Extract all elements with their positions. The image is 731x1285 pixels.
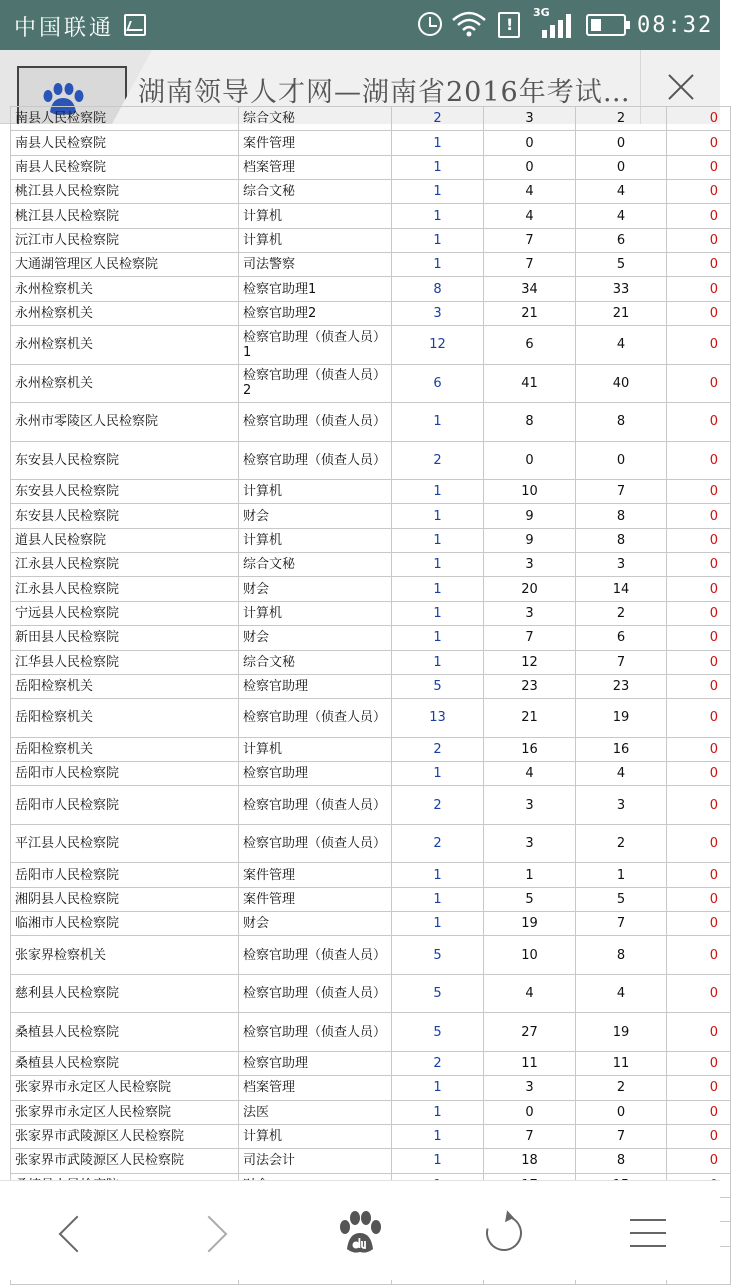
table-cell: 张家界市永定区人民检察院 (11, 1076, 239, 1100)
table-cell: 13 (392, 699, 484, 738)
table-row (11, 650, 731, 674)
table-cell: 综合文秘 (239, 180, 392, 204)
table-cell: 3 (484, 786, 576, 825)
table-cell: 永州检察机关 (11, 301, 239, 325)
table-cell: 9 (484, 504, 576, 528)
table-cell: 宁远县人民检察院 (11, 601, 239, 625)
table-cell: 3 (484, 1076, 576, 1100)
table-cell: 0 (667, 1124, 731, 1148)
table-cell: 2 (392, 107, 484, 131)
table-cell: 0 (484, 1100, 576, 1124)
table-cell: 1 (392, 601, 484, 625)
table-cell: 江永县人民检察院 (11, 553, 239, 577)
table-cell: 8 (576, 403, 667, 442)
table-cell: 1 (392, 887, 484, 911)
signal-strength-icon (538, 14, 574, 38)
table-cell: 10 (484, 936, 576, 975)
table-cell: 8 (576, 936, 667, 975)
table-cell: 0 (667, 364, 731, 403)
table-cell: 0 (484, 155, 576, 179)
table-cell: 0 (667, 762, 731, 786)
table-cell: 1 (484, 863, 576, 887)
table-cell: 计算机 (239, 601, 392, 625)
table-row (11, 277, 731, 301)
table-cell: 4 (484, 762, 576, 786)
table-cell: 0 (576, 1100, 667, 1124)
table-row (11, 577, 731, 601)
table-cell: 4 (576, 974, 667, 1013)
table-cell: 5 (392, 1013, 484, 1052)
table-cell: 计算机 (239, 204, 392, 228)
table-cell: 慈利县人民检察院 (11, 974, 239, 1013)
table-row (11, 107, 731, 131)
table-row (11, 601, 731, 625)
table-cell: 0 (667, 504, 731, 528)
table-cell: 司法会计 (239, 1149, 392, 1173)
table-cell: 财会 (239, 626, 392, 650)
web-content[interactable] (0, 111, 720, 1180)
table-cell: 6 (576, 228, 667, 252)
table-cell: 7 (576, 1124, 667, 1148)
refresh-button[interactable] (474, 1203, 534, 1263)
table-cell: 1 (392, 180, 484, 204)
table-cell: 计算机 (239, 228, 392, 252)
table-cell: 东安县人民检察院 (11, 480, 239, 504)
table-cell: 0 (667, 403, 731, 442)
table-cell: 18 (484, 1149, 576, 1173)
table-cell: 新田县人民检察院 (11, 626, 239, 650)
table-cell: 41 (484, 364, 576, 403)
table-cell: 2 (392, 1051, 484, 1075)
table-cell: 桃江县人民检察院 (11, 180, 239, 204)
table-row (11, 699, 731, 738)
menu-icon (630, 1219, 666, 1221)
results-table-wrapper (10, 106, 730, 1285)
table-cell: 21 (576, 301, 667, 325)
table-cell: 5 (576, 887, 667, 911)
table-cell: 0 (667, 1076, 731, 1100)
table-cell: 0 (667, 180, 731, 204)
table-cell: 2 (576, 601, 667, 625)
table-cell: 0 (667, 277, 731, 301)
table-cell: 14 (576, 577, 667, 601)
table-cell: 0 (667, 674, 731, 698)
table-cell: 0 (484, 131, 576, 155)
table-row (11, 1076, 731, 1100)
table-cell: 23 (484, 674, 576, 698)
table-cell: 0 (667, 1051, 731, 1075)
table-cell: 道县人民检察院 (11, 528, 239, 552)
table-cell: 6 (484, 326, 576, 365)
baidu-home-button[interactable] (330, 1203, 390, 1263)
table-cell: 0 (667, 528, 731, 552)
table-cell: 东安县人民检察院 (11, 504, 239, 528)
gallery-notification-icon (124, 14, 146, 36)
table-cell: 1 (392, 762, 484, 786)
table-cell: 0 (576, 441, 667, 480)
table-cell: 10 (484, 480, 576, 504)
table-cell: 4 (576, 326, 667, 365)
table-cell: 7 (484, 253, 576, 277)
table-cell: 0 (667, 1100, 731, 1124)
table-cell: 1 (392, 155, 484, 179)
table-row (11, 936, 731, 975)
table-row (11, 1124, 731, 1148)
table-cell: 0 (667, 824, 731, 863)
table-cell: 0 (667, 887, 731, 911)
table-row (11, 480, 731, 504)
table-cell: 0 (667, 1149, 731, 1173)
table-cell: 财会 (239, 577, 392, 601)
table-cell: 张家界市武陵源区人民检察院 (11, 1124, 239, 1148)
table-row (11, 301, 731, 325)
table-row (11, 1051, 731, 1075)
status-bar (0, 0, 720, 50)
results-table (10, 106, 731, 1285)
table-row (11, 674, 731, 698)
table-row (11, 441, 731, 480)
table-cell: 3 (484, 107, 576, 131)
table-cell: 19 (576, 1013, 667, 1052)
table-cell: 0 (667, 301, 731, 325)
table-cell: 检察官助理（侦查人员） (239, 441, 392, 480)
table-cell: 湘阴县人民检察院 (11, 887, 239, 911)
table-cell: 7 (484, 626, 576, 650)
table-cell: 5 (392, 936, 484, 975)
table-cell: 财会 (239, 504, 392, 528)
table-cell: 8 (576, 1149, 667, 1173)
table-cell: 计算机 (239, 737, 392, 761)
table-cell: 0 (667, 107, 731, 131)
table-cell: 平江县人民检察院 (11, 824, 239, 863)
back-icon (59, 1216, 96, 1253)
table-cell: 岳阳检察机关 (11, 699, 239, 738)
battery-icon (586, 14, 626, 36)
menu-button[interactable] (618, 1203, 678, 1263)
table-row (11, 504, 731, 528)
forward-button[interactable] (186, 1203, 246, 1263)
table-row (11, 626, 731, 650)
table-cell: 0 (667, 912, 731, 936)
table-cell: 检察官助理（侦查人员） (239, 974, 392, 1013)
table-row (11, 824, 731, 863)
table-cell: 0 (667, 863, 731, 887)
table-cell: 2 (576, 824, 667, 863)
back-button[interactable] (42, 1203, 102, 1263)
table-cell: 1 (576, 863, 667, 887)
table-cell: 1 (392, 1076, 484, 1100)
table-cell: 检察官助理（侦查人员） (239, 403, 392, 442)
table-cell: 永州检察机关 (11, 364, 239, 403)
browser-bottom-nav (0, 1180, 720, 1280)
table-row (11, 863, 731, 887)
table-cell: 4 (484, 204, 576, 228)
table-cell: 司法警察 (239, 253, 392, 277)
table-cell: 岳阳检察机关 (11, 674, 239, 698)
table-cell: 0 (667, 786, 731, 825)
table-cell: 0 (667, 577, 731, 601)
table-cell: 0 (667, 253, 731, 277)
table-cell: 检察官助理 (239, 1051, 392, 1075)
table-cell: 综合文秘 (239, 553, 392, 577)
table-row (11, 1100, 731, 1124)
table-cell: 7 (576, 650, 667, 674)
table-row (11, 204, 731, 228)
table-cell: 6 (392, 364, 484, 403)
table-cell: 张家界检察机关 (11, 936, 239, 975)
table-cell: 东安县人民检察院 (11, 441, 239, 480)
table-cell: 4 (484, 180, 576, 204)
table-cell: 7 (576, 912, 667, 936)
table-cell: 江华县人民检察院 (11, 650, 239, 674)
table-cell: 1 (392, 403, 484, 442)
table-cell: 案件管理 (239, 131, 392, 155)
table-cell: 4 (576, 204, 667, 228)
table-cell: 1 (392, 131, 484, 155)
table-cell: 临湘市人民检察院 (11, 912, 239, 936)
table-row (11, 155, 731, 179)
table-row (11, 180, 731, 204)
table-cell: 检察官助理（侦查人员） (239, 824, 392, 863)
wifi-icon (451, 10, 487, 38)
table-cell: 大通湖管理区人民检察院 (11, 253, 239, 277)
table-cell: 6 (576, 626, 667, 650)
table-cell: 法医 (239, 1100, 392, 1124)
table-cell: 4 (576, 762, 667, 786)
table-cell: 0 (667, 480, 731, 504)
table-row (11, 403, 731, 442)
table-cell: 张家界市永定区人民检察院 (11, 1100, 239, 1124)
table-cell: 16 (576, 737, 667, 761)
table-cell: 岳阳检察机关 (11, 737, 239, 761)
table-row (11, 974, 731, 1013)
table-cell: 19 (576, 699, 667, 738)
refresh-icon (479, 1208, 528, 1257)
table-cell: 财会 (239, 912, 392, 936)
table-cell: 档案管理 (239, 155, 392, 179)
table-row (11, 737, 731, 761)
table-cell: 34 (484, 277, 576, 301)
table-cell: 1 (392, 1149, 484, 1173)
table-cell: 综合文秘 (239, 650, 392, 674)
table-cell: 1 (392, 626, 484, 650)
table-cell: 0 (667, 441, 731, 480)
sim-alert-icon (498, 12, 520, 38)
table-cell: 3 (576, 786, 667, 825)
table-row (11, 528, 731, 552)
table-cell: 案件管理 (239, 863, 392, 887)
table-cell: 7 (484, 1124, 576, 1148)
table-row (11, 326, 731, 365)
table-cell: 江永县人民检察院 (11, 577, 239, 601)
table-cell: 计算机 (239, 1124, 392, 1148)
table-cell: 4 (576, 180, 667, 204)
table-cell: 16 (484, 737, 576, 761)
table-cell: 桑植县人民检察院 (11, 1051, 239, 1075)
table-cell: 1 (392, 863, 484, 887)
table-row (11, 364, 731, 403)
table-cell: 1 (392, 504, 484, 528)
table-cell: 2 (576, 107, 667, 131)
table-cell: 1 (392, 912, 484, 936)
table-cell: 综合文秘 (239, 107, 392, 131)
table-cell: 21 (484, 699, 576, 738)
table-cell: 23 (576, 674, 667, 698)
table-cell: 1 (392, 228, 484, 252)
table-cell: 沅江市人民检察院 (11, 228, 239, 252)
table-cell: 21 (484, 301, 576, 325)
table-cell: 20 (484, 577, 576, 601)
table-cell: 2 (392, 441, 484, 480)
table-cell: 19 (484, 912, 576, 936)
results-table-body (11, 107, 731, 1285)
table-cell: 5 (576, 253, 667, 277)
table-cell: 检察官助理（侦查人员） (239, 936, 392, 975)
table-cell: 3 (484, 601, 576, 625)
table-cell: 0 (667, 699, 731, 738)
table-cell: 11 (576, 1051, 667, 1075)
table-cell: 案件管理 (239, 887, 392, 911)
table-row (11, 912, 731, 936)
network-type-label: 3G (533, 6, 550, 19)
table-cell: 档案管理 (239, 1076, 392, 1100)
clock-label: 08:32 (637, 13, 714, 38)
table-cell: 检察官助理（侦查人员） (239, 1013, 392, 1052)
table-cell: 南县人民检察院 (11, 131, 239, 155)
table-cell: 1 (392, 480, 484, 504)
table-cell: 0 (667, 326, 731, 365)
table-cell: 永州检察机关 (11, 326, 239, 365)
table-cell: 7 (484, 228, 576, 252)
table-cell: 0 (667, 1013, 731, 1052)
table-cell: 3 (576, 553, 667, 577)
table-cell: 0 (667, 204, 731, 228)
table-cell: 1 (392, 253, 484, 277)
table-cell: 1 (392, 553, 484, 577)
table-cell: 检察官助理 (239, 762, 392, 786)
table-cell: 1 (392, 1124, 484, 1148)
table-row (11, 228, 731, 252)
table-cell: 桃江县人民检察院 (11, 204, 239, 228)
table-cell: 检察官助理（侦查人员）1 (239, 326, 392, 365)
table-cell: 检察官助理（侦查人员） (239, 786, 392, 825)
table-cell: 岳阳市人民检察院 (11, 762, 239, 786)
table-cell: 张家界市武陵源区人民检察院 (11, 1149, 239, 1173)
table-cell: 4 (484, 974, 576, 1013)
table-cell: 8 (484, 403, 576, 442)
table-cell: 12 (392, 326, 484, 365)
table-cell: 11 (484, 1051, 576, 1075)
table-cell: 5 (392, 674, 484, 698)
table-row (11, 1013, 731, 1052)
table-row (11, 1149, 731, 1173)
table-cell: 检察官助理1 (239, 277, 392, 301)
table-row (11, 786, 731, 825)
table-cell: 0 (667, 131, 731, 155)
table-cell: 0 (667, 650, 731, 674)
alarm-icon (418, 12, 442, 36)
table-cell: 永州检察机关 (11, 277, 239, 301)
table-cell: 12 (484, 650, 576, 674)
table-cell: 1 (392, 528, 484, 552)
table-cell: 0 (576, 155, 667, 179)
table-cell: 检察官助理（侦查人员） (239, 699, 392, 738)
table-cell: 桑植县人民检察院 (11, 1013, 239, 1052)
table-cell: 0 (484, 441, 576, 480)
table-cell: 0 (667, 228, 731, 252)
table-cell: 8 (392, 277, 484, 301)
table-cell: 5 (484, 887, 576, 911)
table-cell: 检察官助理（侦查人员）2 (239, 364, 392, 403)
table-cell: 0 (667, 601, 731, 625)
table-cell: 27 (484, 1013, 576, 1052)
table-cell: 3 (392, 301, 484, 325)
table-cell: 8 (576, 504, 667, 528)
table-row (11, 762, 731, 786)
table-cell: 3 (484, 553, 576, 577)
table-cell: 8 (576, 528, 667, 552)
table-cell: 0 (667, 553, 731, 577)
table-row (11, 131, 731, 155)
table-cell: 0 (667, 974, 731, 1013)
table-cell: 检察官助理 (239, 674, 392, 698)
table-cell: 南县人民检察院 (11, 155, 239, 179)
table-cell: 40 (576, 364, 667, 403)
table-cell: 0 (667, 737, 731, 761)
table-row (11, 553, 731, 577)
table-cell: 1 (392, 577, 484, 601)
table-cell: 南县人民检察院 (11, 107, 239, 131)
table-cell: 检察官助理2 (239, 301, 392, 325)
forward-icon (191, 1216, 228, 1253)
table-cell: 5 (392, 974, 484, 1013)
table-cell: 2 (392, 824, 484, 863)
table-row (11, 887, 731, 911)
table-cell: 1 (392, 650, 484, 674)
table-cell: 岳阳市人民检察院 (11, 863, 239, 887)
table-row (11, 253, 731, 277)
table-cell: 2 (392, 786, 484, 825)
table-cell: 0 (667, 626, 731, 650)
table-cell: 0 (576, 131, 667, 155)
table-cell: 1 (392, 204, 484, 228)
page-title[interactable]: 湖南领导人才网—湖南省2016年考试… (138, 77, 631, 108)
table-cell: 9 (484, 528, 576, 552)
table-cell: 33 (576, 277, 667, 301)
table-cell: 计算机 (239, 528, 392, 552)
carrier-label: 中国联通 (14, 16, 115, 41)
table-cell: 7 (576, 480, 667, 504)
table-cell: 2 (576, 1076, 667, 1100)
table-cell: 永州市零陵区人民检察院 (11, 403, 239, 442)
baidu-home-icon (330, 1203, 390, 1263)
table-cell: 1 (392, 1100, 484, 1124)
table-cell: 0 (667, 155, 731, 179)
table-cell: 2 (392, 737, 484, 761)
table-cell: 岳阳市人民检察院 (11, 786, 239, 825)
table-cell: 3 (484, 824, 576, 863)
table-cell: 0 (667, 936, 731, 975)
table-cell: 计算机 (239, 480, 392, 504)
